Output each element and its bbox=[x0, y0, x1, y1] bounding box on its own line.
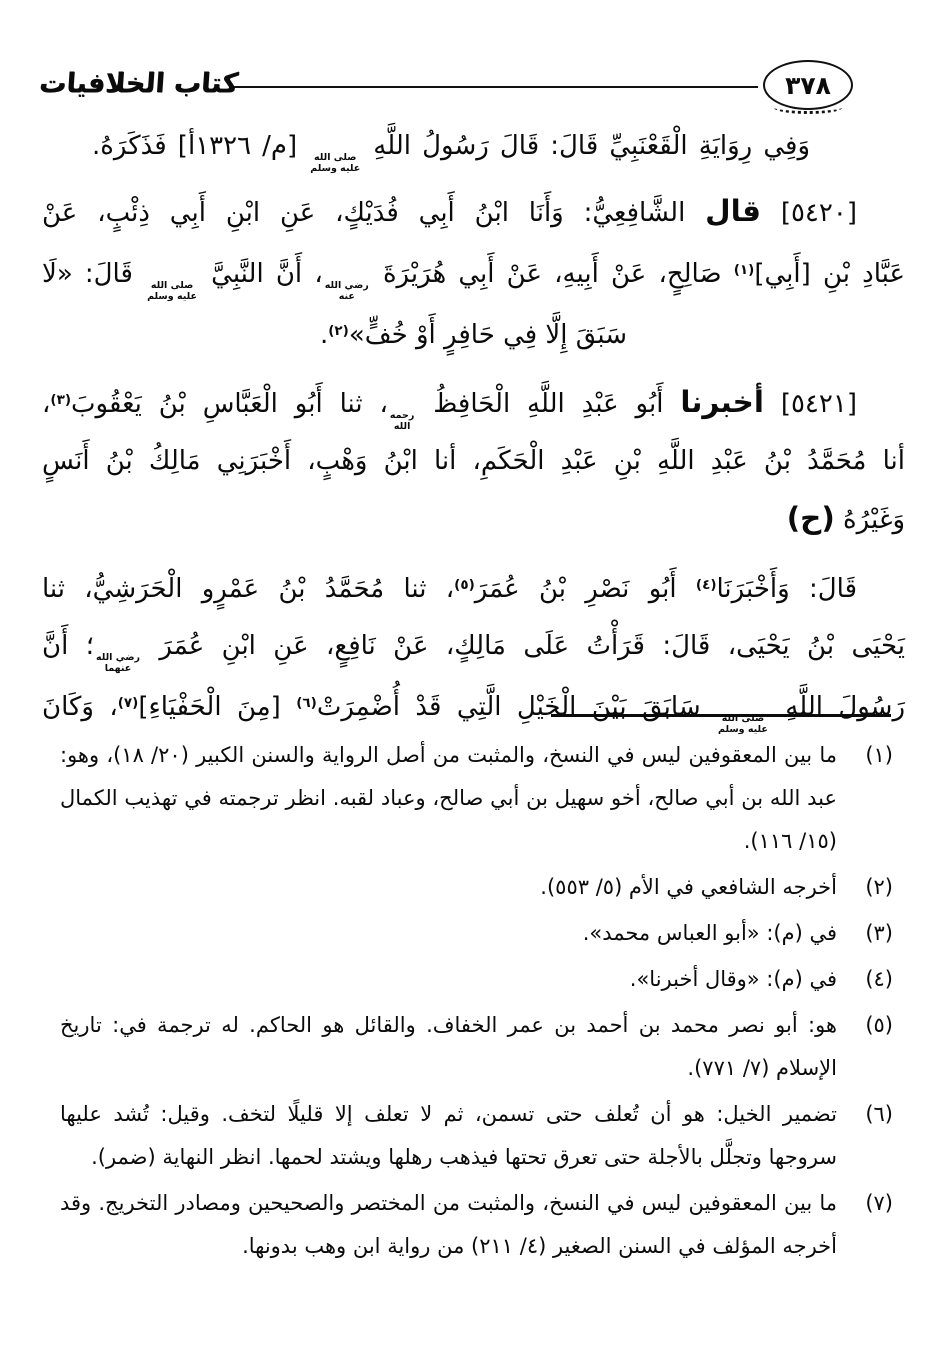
honorific-saws: صلى الله عليه وسلم bbox=[718, 713, 768, 735]
footnote-separator bbox=[551, 714, 891, 717]
footnote-ref: (١) bbox=[733, 262, 755, 278]
emphasis-word: أخبرنا bbox=[680, 385, 764, 419]
text-line: أنا مُحَمَّدُ بْنُ عَبْدِ اللَّهِ بْنِ عَبْدِ الْحَكَمِ، أنا ابْنُ وَهْبٍ، أَخْبَرَنِي مَالِكُ بْنُ أَنَسٍ bbox=[42, 446, 905, 476]
honorific-rahimahu: رحمه الله bbox=[389, 410, 415, 432]
text-line: عَبَّادِ بْنِ [أَبِي]$^{(١)}$ صَالِحٍ، عَنْ أَبِيهِ، عَنْ أَبِي هُرَيْرَةَ رضي الله عنه ، أَنَّ النَّبِيَّ صلى الله عليه وسلم قَالَ: «لَا bbox=[42, 259, 906, 302]
body-text bbox=[42, 118, 905, 736]
footnote-5 bbox=[60, 1004, 893, 1090]
honorific-radi_anhuma: رضي الله عنهما bbox=[95, 652, 140, 674]
footnote-ref: (٥) bbox=[454, 577, 475, 593]
paragraph-hadith-5420 bbox=[42, 183, 905, 364]
footnote-text: أخرجه الشافعي في الأم (٥/ ٥٥٣). bbox=[540, 875, 837, 899]
footnote-text: في (م): «أبو العباس محمد». bbox=[582, 921, 837, 945]
text-line: [٥٤٢٠] قال الشَّافِعِيُّ: وَأَنَا ابْنُ أَبِي فُدَيْكٍ، عَنِ ابْنِ أَبِي ذِئْبٍ، عَنْ bbox=[42, 194, 857, 228]
page-number: ٣٧٨ bbox=[785, 70, 831, 100]
text-line: وَغَيْرُهُ (ح) bbox=[786, 501, 905, 535]
text-line: وَفِي رِوَايَةِ الْقَعْنَبِيِّ قَالَ: قَالَ رَسُولُ اللَّهِ صلى الله عليه وسلم [م/ ١٣٢٦أ] فَذَكَرَهُ. bbox=[92, 131, 811, 174]
footnote-7 bbox=[60, 1182, 893, 1268]
footnote-text: هو: أبو نصر محمد بن أحمد بن عمر الخفاف. والقائل هو الحاكم. له ترجمة في: تاريخ الإسلام (٧/ ٧٧١). bbox=[60, 1013, 837, 1080]
honorific-saws: صلى الله عليه وسلم bbox=[310, 152, 361, 174]
footnote-ref: (٢) bbox=[328, 323, 349, 339]
text-line: سَبَقَ إِلَّا فِي حَافِرٍ أَوْ خُفٍّ»$^{(٢)}$. bbox=[319, 320, 628, 350]
header-rule bbox=[233, 86, 758, 88]
emphasis-word: (ح) bbox=[786, 501, 835, 535]
footnote-2 bbox=[60, 866, 893, 909]
footnote-ref: (٣) bbox=[50, 392, 72, 408]
emphasis-word: قال bbox=[705, 194, 761, 228]
text-line: يَحْيَى بْنُ يَحْيَى، قَالَ: قَرَأْتُ عَلَى مَالِكٍ، عَنْ نَافِعٍ، عَنِ ابْنِ عُمَرَ رضي الله عنهما ؛ أَنَّ bbox=[42, 631, 905, 674]
footnote-text: تضمير الخيل: هو أن تُعلف حتى تسمن، ثم لا تعلف إلا قليلًا لتخف. وقيل: تُشد عليها سروجها وتجلَّل بالأجلة حتى تعرق تحتها فيذهب رهلها ويشتد لحمها. انظر النهاية (ضمر). bbox=[60, 1102, 837, 1169]
paragraph-qanabi-riwaya bbox=[42, 118, 905, 175]
footnote-ref: (٧) bbox=[117, 695, 139, 711]
footnote-ref: (٦) bbox=[296, 695, 317, 711]
footnotes-section bbox=[60, 734, 893, 1271]
honorific-saws: صلى الله عليه وسلم bbox=[147, 280, 197, 302]
footnote-text: ما بين المعقوفين ليس في النسخ، والمثبت من المختصر والصحيحين ومصادر التخريج. وقد أخرجه المؤلف في السنن الصغير (٤/ ٢١١) من رواية ابن وهب بدونها. bbox=[60, 1191, 837, 1258]
text-line: رَسُولَ اللَّهِ صلى الله عليه وسلم سَابَقَ بَيْنَ الْخَيْلِ الَّتِي قَدْ أُضْمِرَتْ$^{(٦)}$ [مِنَ الْحَفْيَاءِ]$^{(٧)}$، وَكَانَ bbox=[42, 692, 906, 735]
footnote-number: (٢) bbox=[865, 875, 893, 899]
text-line: [٥٤٢١] أخبرنا أَبُو عَبْدِ اللَّهِ الْحَافِظُ رحمه الله ، ثنا أَبُو الْعَبَّاسِ بْنُ يَعْقُوبَ$^{(٣)}$، bbox=[42, 385, 857, 432]
footnote-ref: (٤) bbox=[695, 577, 717, 593]
page-number-badge bbox=[763, 60, 853, 110]
footnote-4 bbox=[60, 958, 893, 1001]
footnote-number: (٤) bbox=[865, 967, 893, 991]
honorific-radi_anhu: رضي الله عنه bbox=[324, 280, 369, 302]
footnote-number: (٥) bbox=[865, 1013, 893, 1037]
footnote-number: (٣) bbox=[865, 921, 893, 945]
footnote-3 bbox=[60, 912, 893, 955]
book-title: كتاب الخلافيات bbox=[38, 68, 240, 99]
footnote-1 bbox=[60, 734, 893, 863]
footnote-number: (١) bbox=[865, 743, 893, 767]
footnote-number: (٦) bbox=[865, 1102, 893, 1126]
paragraph-hadith-5421-continuation bbox=[42, 557, 905, 736]
paragraph-hadith-5421 bbox=[42, 372, 905, 549]
footnote-text: ما بين المعقوفين ليس في النسخ، والمثبت من أصل الرواية والسنن الكبير (٢٠/ ١٨)، وهو: عبد الله بن أبي صالح، أخو سهيل بن أبي صالح، وعباد لقبه. انظر ترجمته في تهذيب الكمال (١٥/ ١١٦). bbox=[60, 743, 837, 853]
footnote-6 bbox=[60, 1093, 893, 1179]
footnote-text: في (م): «وقال أخبرنا». bbox=[629, 967, 837, 991]
footnote-number: (٧) bbox=[865, 1191, 893, 1215]
text-line: قَالَ: وَأَخْبَرَنَا$^{(٤)}$ أَبُو نَصْرِ بْنُ عُمَرَ$^{(٥)}$، ثنا مُحَمَّدُ بْنُ عَمْرٍو الْحَرَشِيُّ، ثنا bbox=[42, 574, 857, 604]
